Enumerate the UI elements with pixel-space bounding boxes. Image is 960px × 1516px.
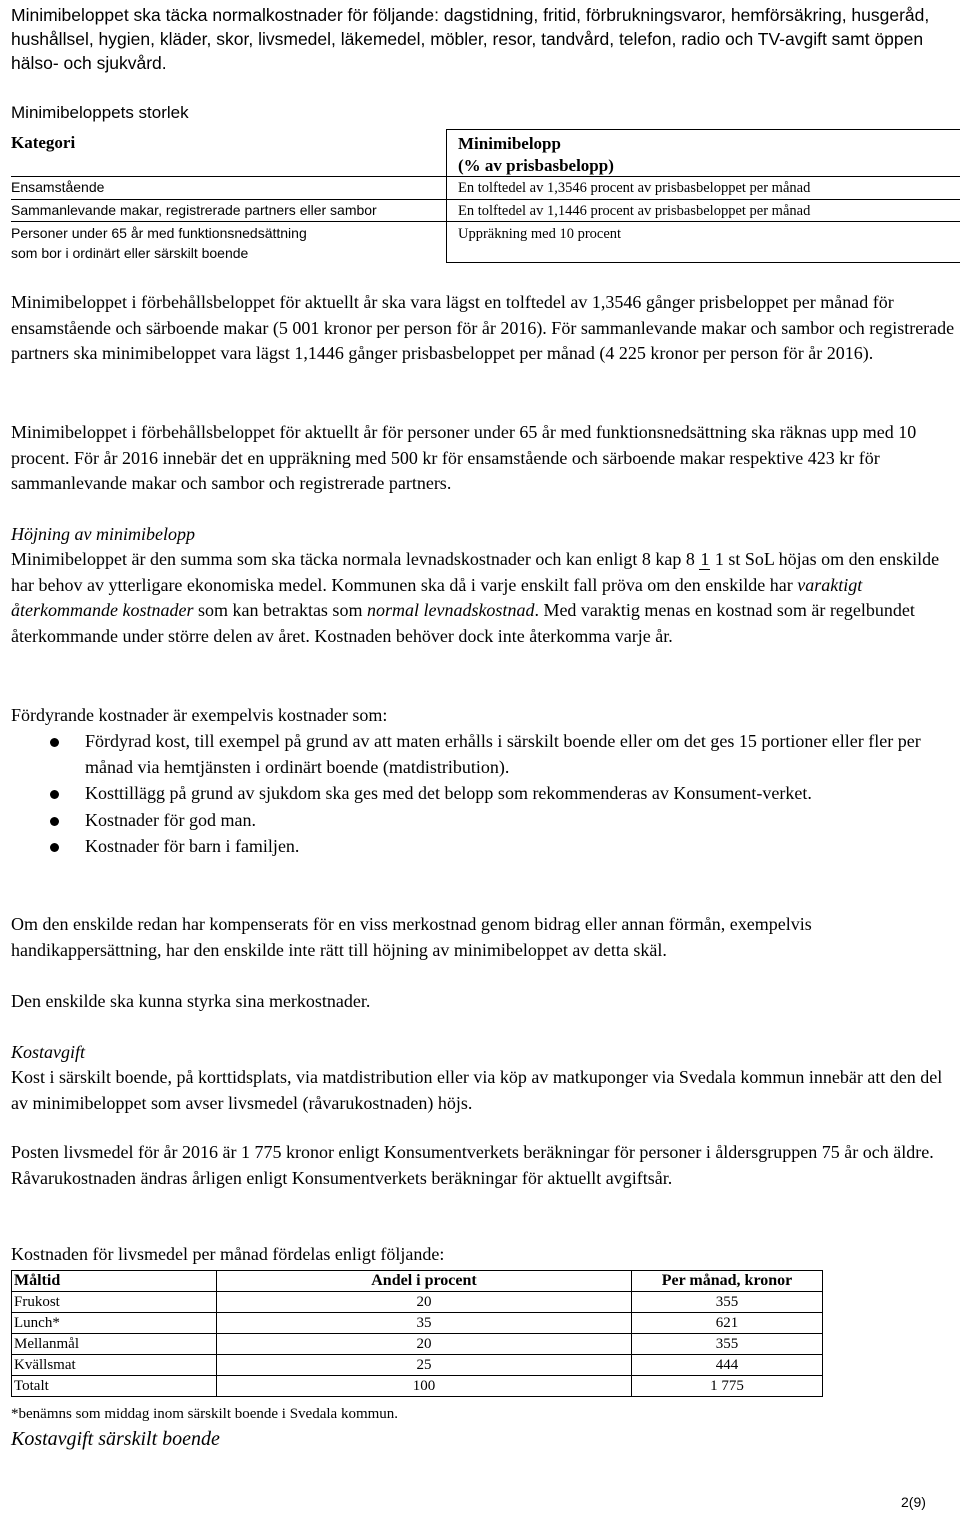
table1-cell-category: Sammanlevande makar, registrerade partners eller sambor [11,202,377,218]
table2-cell: 355 [632,1334,823,1355]
paragraph-compensation: Om den enskilde redan har kompenserats för en viss merkostnad genom bidrag eller annan förmån, exempelvis handikappersättning, har den enskilde inte rätt till höjning av minimibeloppet av detta skäl. [11,914,812,960]
paragraph-disability-increase: Minimibeloppet i förbehållsbeloppet för aktuellt år för personer under 65 år med funktionsnedsättning ska räknas upp med 10 procent. För år 2016 innebär det en uppräkning med 500 kr för ensamstående och särboende makar respektive 423 kr för sammanlevande makar och sambor och registrerade partners. [11,422,917,493]
table2-cell: 355 [632,1292,823,1313]
table-row [12,1355,823,1376]
list-item: Fördyrad kost, till exempel på grund av att maten erhålls i särskilt boende eller om det ges 15 portioner eller fler per månad via hemtjänsten i ordinärt boende (matdistribution). [11,729,941,780]
section-increase-text: Minimibeloppet är den summa som ska täcka normala levnadskostnader och kan enligt 8 kap 8 1 1 st SoL höjas om den enskilde har behov av ytterligare ekonomiska medel. Kommunen ska då i varje enskilt fall pröva om den enskilde har varaktigt återkommande kostnader som kan betraktas som normal levnadskostnad. Med varaktig menas en kostnad som är regelbundet återkommande under större delen av året. Kostnaden behöver dock inte återkomma varje år. [11,549,940,646]
bullet-icon [50,738,59,747]
table2-header: Andel i procent [217,1271,632,1292]
bullet-icon [50,790,59,799]
table-row [12,1313,823,1334]
examples-list [11,729,941,861]
section-food-fee-heading: Kostavgift [11,1042,86,1062]
table1-header-amount-line2: (% av prisbasbelopp) [458,156,614,175]
list-item: Kosttillägg på grund av sjukdom ska ges med det belopp som rekommenderas av Konsument-verket. [11,781,941,807]
food-cost-table [11,1270,823,1397]
section-increase-heading: Höjning av minimibelopp [11,524,195,544]
table2-header: Per månad, kronor [632,1271,823,1292]
table1-divider [11,199,960,200]
section-food-fee-text: Kost i särskilt boende, på korttidsplats, via matdistribution eller via köp av matkuponger via Svedala kommun innebär att den del av minimibeloppet som avser livsmedel (råvarukostnaden) höjs. [11,1067,943,1113]
bullet-icon [50,817,59,826]
table-row [12,1334,823,1355]
table2-intro: Kostnaden för livsmedel per månad fördelas enligt följande: [11,1244,445,1264]
table2-cell: Totalt [12,1376,217,1397]
table2-cell: 35 [217,1313,632,1334]
list-item: Kostnader för barn i familjen. [11,834,941,860]
table1-header-amount-line1: Minimibelopp [458,134,561,153]
paragraph-proof: Den enskilde ska kunna styrka sina merkostnader. [11,991,371,1011]
table1-header-category: Kategori [11,133,76,152]
table2-cell: 100 [217,1376,632,1397]
table1-header-amount [458,133,614,177]
table-row [12,1376,823,1397]
table2-cell: 1 775 [632,1376,823,1397]
table2-cell: Frukost [12,1292,217,1313]
table2-cell: 25 [217,1355,632,1376]
paragraph-food-cost: Posten livsmedel för år 2016 är 1 775 kronor enligt Konsumentverkets beräkningar för personer i åldersgruppen 75 år och äldre. Råvarukostnaden ändras årligen enligt Konsumentverkets beräkningar för aktuellt avgiftsår. [11,1142,934,1188]
table1-cell-category: Ensamstående [11,179,105,195]
table2-cell: 20 [217,1334,632,1355]
section-food-fee [11,1040,956,1116]
table2-cell: 20 [217,1292,632,1313]
paragraph-minimum-amount: Minimibeloppet i förbehållsbeloppet för aktuellt år ska vara lägst en tolftedel av 1,3546 gånger prisbeloppet per månad för ensamstående och särboende makar (5 001 kronor per person för år 2016). För sammanlevande makar och sambor och registrerade partners ska minimibeloppet vara lägst 1,1446 gånger prisbasbeloppet per månad (4 225 kronor per person för år 2016). [11,292,955,363]
bullet-icon [50,843,59,852]
footnote-ref[interactable]: 1 [700,549,710,569]
paragraph-examples-intro: Fördyrande kostnader är exempelvis kostnader som: [11,705,388,725]
table2-cell: 444 [632,1355,823,1376]
table2-cell: Kvällsmat [12,1355,217,1376]
list-item: Kostnader för god man. [11,808,941,834]
section-increase [11,522,956,649]
table2-cell: Lunch* [12,1313,217,1334]
table1-amount-column [446,129,960,263]
table1-cell-amount: En tolftedel av 1,1446 procent av prisbasbeloppet per månad [458,203,811,219]
table1-cell-category: Personer under 65 år med funktionsnedsättning [11,225,307,241]
table1-divider [11,221,960,222]
final-heading: Kostavgift särskilt boende [11,1428,220,1450]
table1-divider [11,176,960,177]
table1-cell-category: som bor i ordinärt eller särskilt boende [11,245,249,261]
table2-cell: Mellanmål [12,1334,217,1355]
table-row [12,1292,823,1313]
table2-footnote: *benämns som middag inom särskilt boende i Svedala kommun. [11,1406,399,1422]
intro-paragraph: Minimibeloppet ska täcka normalkostnader för följande: dagstidning, fritid, förbrukningsvaror, hemförsäkring, husgeråd, hushållsel, hygien, kläder, skor, livsmedel, läkemedel, möbler, resor, tandvård, telefon, radio och TV-avgift samt öppen hälso- och sjukvård. [11,5,930,73]
table1-title: Minimibeloppets storlek [11,103,189,122]
table1-cell-amount: En tolftedel av 1,3546 procent av prisbasbeloppet per månad [458,180,811,196]
table2-cell: 621 [632,1313,823,1334]
table-header-row [12,1271,823,1292]
table2-header: Måltid [12,1271,217,1292]
page-number: 2(9) [901,1494,926,1510]
table1-cell-amount: Uppräkning med 10 procent [458,226,622,242]
